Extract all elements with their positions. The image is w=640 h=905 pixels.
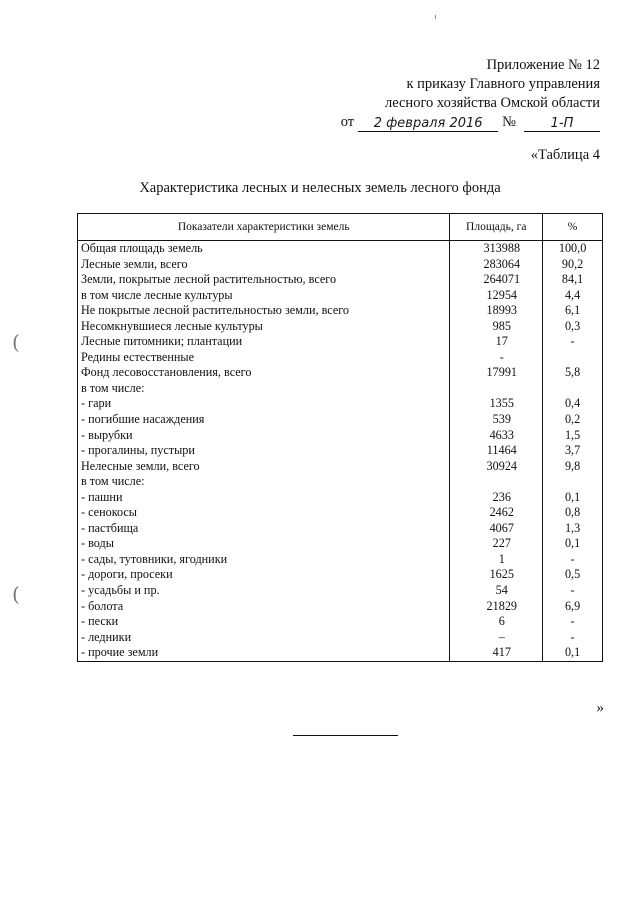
row-percent-value: 9,8 xyxy=(543,459,603,475)
row-percent-value: 0,2 xyxy=(543,412,603,428)
row-percent-value: 0,3 xyxy=(543,319,603,335)
row-percent-value: 0,1 xyxy=(543,490,603,506)
row-indicator-name: Нелесные земли, всего xyxy=(78,459,450,475)
table-row xyxy=(78,645,603,661)
table-row xyxy=(78,257,603,273)
row-indicator-name: - прочие земли xyxy=(78,645,450,661)
table-row xyxy=(78,459,603,475)
row-area-value: 236 xyxy=(450,490,543,506)
table-row xyxy=(78,536,603,552)
row-indicator-name: Редины естественные xyxy=(78,350,450,366)
row-indicator-name: Несомкнувшиеся лесные культуры xyxy=(78,319,450,335)
row-percent-value: - xyxy=(543,614,603,630)
row-area-value: 6 xyxy=(450,614,543,630)
closing-quote: » xyxy=(596,700,604,716)
row-area-value xyxy=(450,474,543,490)
row-indicator-name: - гари xyxy=(78,396,450,412)
row-percent-value: 0,5 xyxy=(543,567,603,583)
row-percent-value: - xyxy=(543,552,603,568)
row-percent-value: 0,4 xyxy=(543,396,603,412)
row-indicator-name: в том числе: xyxy=(78,474,450,490)
row-percent-value: 0,8 xyxy=(543,505,603,521)
table-row xyxy=(78,490,603,506)
row-area-value: 1355 xyxy=(450,396,543,412)
row-percent-value xyxy=(543,350,603,366)
row-indicator-name: - сенокосы xyxy=(78,505,450,521)
row-area-value: 283064 xyxy=(450,257,543,273)
row-indicator-name: Лесные земли, всего xyxy=(78,257,450,273)
row-indicator-name: в том числе лесные культуры xyxy=(78,288,450,304)
row-percent-value: - xyxy=(543,630,603,646)
margin-bracket-mark: ( xyxy=(12,582,20,606)
row-area-value: 1625 xyxy=(450,567,543,583)
row-area-value: 17 xyxy=(450,334,543,350)
row-indicator-name: - усадьбы и пр. xyxy=(78,583,450,599)
row-indicator-name: Земли, покрытые лесной растительностью, всего xyxy=(78,272,450,288)
row-area-value: 313988 xyxy=(450,241,543,257)
table-row xyxy=(78,474,603,490)
table-row xyxy=(78,350,603,366)
row-area-value: 54 xyxy=(450,583,543,599)
table-row xyxy=(78,630,603,646)
margin-bracket-mark: ( xyxy=(12,330,20,354)
column-header-indicator: Показатели характеристики земель xyxy=(78,214,450,241)
column-header-percent: % xyxy=(543,214,603,241)
table-row xyxy=(78,396,603,412)
row-percent-value: 90,2 xyxy=(543,257,603,273)
bottom-rule xyxy=(293,735,398,736)
table-row xyxy=(78,505,603,521)
table-label: «Таблица 4 xyxy=(530,147,600,163)
row-percent-value: 84,1 xyxy=(543,272,603,288)
row-percent-value: 5,8 xyxy=(543,365,603,381)
row-area-value: 417 xyxy=(450,645,543,661)
table-row xyxy=(78,272,603,288)
row-indicator-name: - воды xyxy=(78,536,450,552)
row-area-value: 264071 xyxy=(450,272,543,288)
row-indicator-name: - пашни xyxy=(78,490,450,506)
row-area-value: 17991 xyxy=(450,365,543,381)
row-percent-value: 6,9 xyxy=(543,599,603,615)
row-area-value: 2462 xyxy=(450,505,543,521)
row-percent-value: 0,1 xyxy=(543,536,603,552)
row-indicator-name: Лесные питомники; плантации xyxy=(78,334,450,350)
row-area-value: 12954 xyxy=(450,288,543,304)
table-row xyxy=(78,614,603,630)
table-row xyxy=(78,319,603,335)
row-area-value xyxy=(450,381,543,397)
document-header xyxy=(341,56,600,132)
row-indicator-name: - болота xyxy=(78,599,450,615)
row-area-value: 1 xyxy=(450,552,543,568)
row-indicator-name: - сады, тутовники, ягодники xyxy=(78,552,450,568)
row-area-value: 227 xyxy=(450,536,543,552)
row-percent-value: 4,4 xyxy=(543,288,603,304)
row-percent-value xyxy=(543,381,603,397)
row-area-value: 985 xyxy=(450,319,543,335)
row-area-value: 18993 xyxy=(450,303,543,319)
row-area-value: 30924 xyxy=(450,459,543,475)
row-area-value: 4067 xyxy=(450,521,543,537)
table-row xyxy=(78,381,603,397)
row-indicator-name: - пески xyxy=(78,614,450,630)
row-area-value: 21829 xyxy=(450,599,543,615)
row-indicator-name: в том числе: xyxy=(78,381,450,397)
table-row xyxy=(78,412,603,428)
row-percent-value: 0,1 xyxy=(543,645,603,661)
row-percent-value: - xyxy=(543,334,603,350)
row-area-value: 11464 xyxy=(450,443,543,459)
row-percent-value: 1,3 xyxy=(543,521,603,537)
table-row xyxy=(78,428,603,444)
row-area-value: - xyxy=(450,350,543,366)
table-row xyxy=(78,521,603,537)
row-area-value: 539 xyxy=(450,412,543,428)
handwritten-order-number: 1-П xyxy=(524,116,600,132)
number-label: № xyxy=(502,114,516,130)
row-indicator-name: - пастбища xyxy=(78,521,450,537)
row-percent-value xyxy=(543,474,603,490)
table-row xyxy=(78,443,603,459)
table-row xyxy=(78,583,603,599)
table-row xyxy=(78,303,603,319)
row-indicator-name: - дороги, просеки xyxy=(78,567,450,583)
row-indicator-name: Фонд лесовосстановления, всего xyxy=(78,365,450,381)
row-area-value: – xyxy=(450,630,543,646)
document-title: Характеристика лесных и нелесных земель лесного фонда xyxy=(139,180,501,196)
row-indicator-name: Не покрытые лесной растительностью земли, всего xyxy=(78,303,450,319)
row-percent-value: 6,1 xyxy=(543,303,603,319)
row-indicator-name: - прогалины, пустыри xyxy=(78,443,450,459)
header-line-appendix: Приложение № 12 xyxy=(486,57,600,73)
row-area-value: 4633 xyxy=(450,428,543,444)
handwritten-date: 2 февраля 2016 xyxy=(358,116,498,132)
scan-artifact-mark xyxy=(435,15,436,19)
row-indicator-name: Общая площадь земель xyxy=(78,241,450,257)
header-line-authority: лесного хозяйства Омской области xyxy=(384,95,600,111)
table-header-row xyxy=(78,214,603,241)
column-header-area: Площадь, га xyxy=(450,214,543,241)
row-percent-value: 100,0 xyxy=(543,241,603,257)
row-indicator-name: - погибшие насаждения xyxy=(78,412,450,428)
land-characteristics-table xyxy=(77,213,603,662)
table-row xyxy=(78,334,603,350)
table-row xyxy=(78,552,603,568)
row-percent-value: 3,7 xyxy=(543,443,603,459)
table-row xyxy=(78,365,603,381)
table-row xyxy=(78,288,603,304)
from-label: от xyxy=(340,114,355,130)
table-row xyxy=(78,241,603,257)
table-row xyxy=(78,599,603,615)
header-line-order: к приказу Главного управления xyxy=(406,76,600,92)
row-percent-value: - xyxy=(543,583,603,599)
row-percent-value: 1,5 xyxy=(543,428,603,444)
table-row xyxy=(78,567,603,583)
row-indicator-name: - ледники xyxy=(78,630,450,646)
header-date-line xyxy=(341,113,600,132)
row-indicator-name: - вырубки xyxy=(78,428,450,444)
